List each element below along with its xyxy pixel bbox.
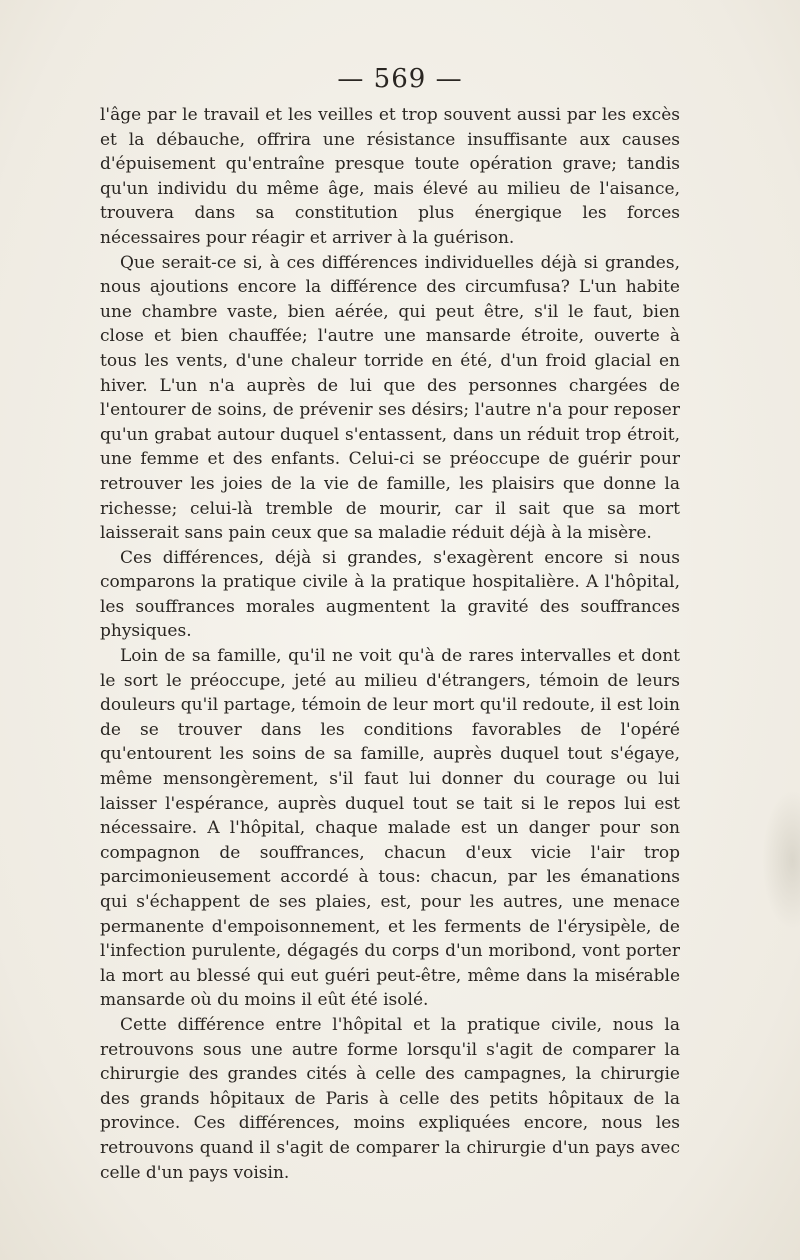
page-stain bbox=[762, 790, 800, 930]
paragraph-2: Que serait-ce si, à ces différences individuelles déjà si grandes, nous ajoutions encore la différence des circumfusa? L'un habite une chambre vaste, bien aérée, qui peut être, s'il le faut, bien close et bien chauffée; l'autre une mansarde étroite, ouverte à tous les vents, d'une chaleur torride en été, d'un froid glacial en hiver. L'un n'a auprès de lui que des personnes chargées de l'entourer de soins, de prévenir ses désirs; l'autre n'a pour reposer qu'un grabat autour duquel s'entassent, dans un réduit trop étroit, une femme et des enfants. Celui-ci se préoccupe de guérir pour retrouver les joies de la vie de famille, les plaisirs que donne la richesse; celui-là tremble de mourir, car il sait que sa mort laisserait sans pain ceux que sa maladie réduit déjà à la misère. bbox=[100, 252, 680, 544]
paragraph-5: Cette différence entre l'hôpital et la pratique civile, nous la retrouvons sous une autre forme lorsqu'il s'agit de comparer la chirurgie des grandes cités à celle des campagnes, la chirurgie des grands hôpitaux de Paris à celle des petits hôpitaux de la province. Ces différences, moins expliquées encore, nous les retrouvons quand il s'agit de comparer la chirurgie d'un pays avec celle d'un pays voisin. bbox=[100, 1014, 680, 1183]
paragraph-4: Loin de sa famille, qu'il ne voit qu'à de rares intervalles et dont le sort le préoccupe, jeté au milieu d'étrangers, témoin de leurs douleurs qu'il partage, témoin de leur mort qu'il redoute, il est loin de se trouver dans les conditions favorables de l'opéré qu'entourent les soins de sa famille, auprès duquel tout s'égaye, même mensongèrement, s'il faut lui donner du courage ou lui laisser l'espérance, auprès duquel tout se tait si le repos lui est nécessaire. A l'hôpital, chaque malade est un danger pour son compagnon de souffrances, chacun d'eux vicie l'air trop parcimonieusement accordé à tous: chacun, par les émanations qui s'échappent de ses plaies, est, pour les autres, une menace permanente d'empoisonnement, et les ferments de l'érysipèle, de l'infection purulente, dégagés du corps d'un moribond, vont porter la mort au blessé qui eut guéri peut-être, même dans la misérable mansarde où du moins il eût été isolé. bbox=[100, 646, 680, 1011]
page-body bbox=[100, 103, 680, 1185]
paragraph-1: l'âge par le travail et les veilles et trop souvent aussi par les excès et la débauche, offrira une résistance insuffisante aux causes d'épuisement qu'entraîne presque toute opération grave; tandis qu'un individu du même âge, mais élevé au milieu de l'aisance, trouvera dans sa constitution plus énergique les forces nécessaires pour réagir et arriver à la guérison. bbox=[100, 105, 680, 248]
page-number: — 569 — bbox=[337, 64, 463, 94]
paragraph-3: Ces différences, déjà si grandes, s'exagèrent encore si nous comparons la pratique civile à la pratique hospitalière. A l'hôpital, les souffrances morales augmentent la gravité des souffrances physiques. bbox=[100, 547, 680, 642]
